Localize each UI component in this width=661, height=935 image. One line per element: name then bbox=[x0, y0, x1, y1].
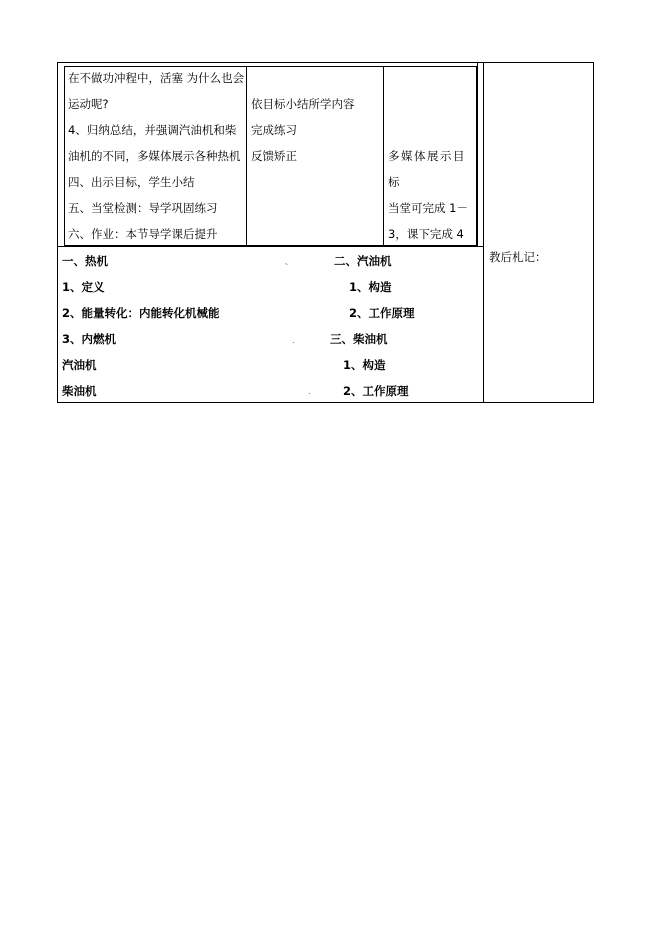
board-right-line-4: 三、柴油机 bbox=[330, 332, 388, 346]
board-right-line-2: 1、构造 bbox=[349, 280, 392, 294]
board-right-line-6: 2、工作原理 bbox=[343, 384, 409, 398]
board-left-line-2: 1、定义 bbox=[62, 280, 105, 294]
process-col1-line-2: 运动呢? bbox=[68, 97, 109, 111]
process-col2-line-1: 依目标小结所学内容 bbox=[251, 97, 355, 111]
board-right-line-5: 1、构造 bbox=[343, 358, 386, 372]
process-col1-line-7: 六、作业：本节导学课后提升 bbox=[68, 227, 218, 241]
process-col1-line-3: 4、归纳总结，并强调汽油机和柴 bbox=[68, 123, 237, 137]
process-col3-line-4: 3，课下完成 4 bbox=[388, 227, 464, 241]
stray-mark-3: . bbox=[308, 387, 311, 396]
process-col-divider-1 bbox=[246, 66, 247, 246]
notes-label: 教后札记： bbox=[489, 250, 547, 264]
board-left-line-1: 一、热机 bbox=[62, 254, 108, 268]
section-divider bbox=[57, 246, 484, 247]
process-col1-line-4: 油机的不同，多媒体展示各种热机 bbox=[68, 149, 241, 163]
board-left-line-4: 3、内燃机 bbox=[62, 332, 117, 346]
board-left-line-5: 汽油机 bbox=[62, 358, 97, 372]
process-col1-line-6: 五、当堂检测：导学巩固练习 bbox=[68, 201, 218, 215]
stray-mark-1: 、 bbox=[285, 257, 293, 266]
process-col1-line-1: 在不做功冲程中，活塞 为什么也会 bbox=[68, 71, 245, 85]
process-col3-line-2: 标 bbox=[388, 175, 400, 189]
board-right-line-3: 2、工作原理 bbox=[349, 306, 415, 320]
board-left-line-3: 2、能量转化：内能转化机械能 bbox=[62, 306, 220, 320]
table-divider-outer-right bbox=[483, 62, 484, 403]
process-col1-line-5: 四、出示目标，学生小结 bbox=[68, 175, 195, 189]
process-col2-line-2: 完成练习 bbox=[251, 123, 297, 137]
process-col3-line-3: 当堂可完成 1－ bbox=[388, 201, 468, 215]
board-right-line-1: 二、汽油机 bbox=[334, 254, 392, 268]
table-divider-thin bbox=[477, 62, 478, 246]
process-col-divider-2 bbox=[383, 66, 384, 246]
board-left-line-6: 柴油机 bbox=[62, 384, 97, 398]
stray-mark-2: . bbox=[292, 336, 295, 345]
process-col3-line-1: 多媒体展示目 bbox=[388, 149, 466, 163]
process-col2-line-3: 反馈矫正 bbox=[251, 149, 297, 163]
